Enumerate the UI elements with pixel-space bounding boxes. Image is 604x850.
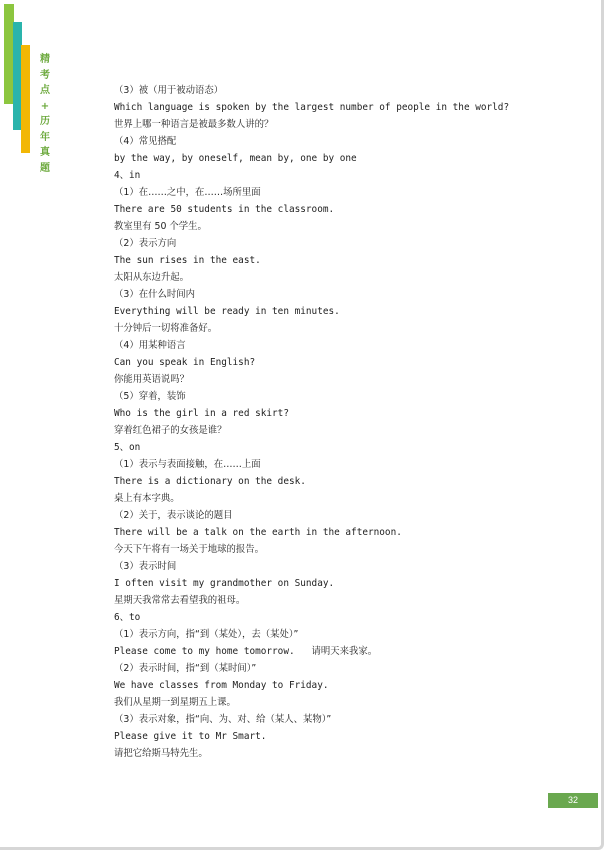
text-line: Who is the girl in a red skirt? <box>114 408 289 419</box>
side-title-char: 题 <box>40 162 50 174</box>
text-line: 请把它给斯马特先生。 <box>114 748 208 759</box>
text-line: （3）被（用于被动语态） <box>114 85 224 96</box>
text-line: 穿着红色裙子的女孩是谁？ <box>114 425 227 436</box>
text-line: 桌上有本字典。 <box>114 493 180 504</box>
text-line: （1）在……之中，在……场所里面 <box>114 187 261 198</box>
text-line: 教室里有 50 个学生。 <box>114 221 207 232</box>
side-title-char: 年 <box>40 131 50 143</box>
text-line: Can you speak in English? <box>114 357 256 368</box>
text-line: 太阳从东边升起。 <box>114 272 190 283</box>
page-number: 32 <box>548 793 598 808</box>
side-title-char: 考 <box>40 69 50 81</box>
text-line: We have classes from Monday to Friday. <box>114 680 329 691</box>
text-line: Please come to my home tomorrow. 请明天来我家。 <box>114 646 378 657</box>
text-line: （3）表示对象，指“向、为、对、给（某人、某物）” <box>114 714 332 725</box>
text-line: （3）在什么时间内 <box>114 289 195 300</box>
text-line: （2）表示方向 <box>114 238 177 249</box>
side-title-char: + <box>40 100 50 112</box>
text-line: （2）表示时间，指“到（某时间）” <box>114 663 257 674</box>
text-line: （3）表示时间 <box>114 561 177 572</box>
text-line: 今天下午将有一场关于地球的报告。 <box>114 544 265 555</box>
text-line: （5）穿着，装饰 <box>114 391 186 402</box>
side-title-char: 真 <box>40 147 50 158</box>
text-line: （1）表示方向，指“到（某处），去（某处）” <box>114 629 299 640</box>
side-title-char: 精 <box>40 54 50 65</box>
text-line: 世界上哪一种语言是被最多数人讲的？ <box>114 119 274 130</box>
text-line: There is a dictionary on the desk. <box>114 476 306 487</box>
text-line: （4）常见搭配 <box>114 136 177 147</box>
text-line: The sun rises in the east. <box>114 255 261 266</box>
text-line: 6、to <box>114 612 141 623</box>
text-line: 4、in <box>114 170 141 181</box>
decorative-bar-yellow <box>21 45 30 153</box>
text-line: 星期天我常常去看望我的祖母。 <box>114 595 246 606</box>
side-title-char: 点 <box>40 85 50 96</box>
text-line: Which language is spoken by the largest number of people in the world? <box>114 102 510 113</box>
text-line: There will be a talk on the earth in the afternoon. <box>114 527 402 538</box>
text-line: Please give it to Mr Smart. <box>114 731 267 742</box>
text-line: 你能用英语说吗？ <box>114 374 190 385</box>
document-body <box>114 82 574 762</box>
side-title-char: 历 <box>40 116 50 127</box>
text-line: Everything will be ready in ten minutes. <box>114 306 340 317</box>
text-line: （4）用某种语言 <box>114 340 186 351</box>
text-line: 5、on <box>114 442 141 453</box>
text-line: 十分钟后一切将准备好。 <box>114 323 218 334</box>
side-section-title <box>37 52 53 176</box>
text-line: I often visit my grandmother on Sunday. <box>114 578 335 589</box>
text-line: by the way, by oneself, mean by, one by one <box>114 153 357 164</box>
text-line: （1）表示与表面接触，在……上面 <box>114 459 261 470</box>
text-line: There are 50 students in the classroom. <box>114 204 335 215</box>
text-line: 我们从星期一到星期五上课。 <box>114 697 236 708</box>
text-line: （2）关于，表示谈论的题目 <box>114 510 233 521</box>
